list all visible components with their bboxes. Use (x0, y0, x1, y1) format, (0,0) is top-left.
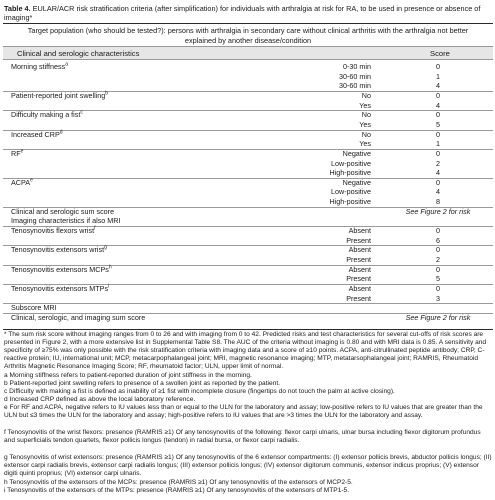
criterion-label-text: Imaging characteristics if also MRI (11, 216, 121, 226)
criterion-category: No (361, 129, 371, 139)
criterion-score: 8 (436, 197, 440, 207)
criterion-category: High-positive (329, 197, 371, 207)
criterion-label (11, 265, 112, 275)
table-row (3, 207, 493, 217)
criterion-label-text: Patient-reported joint swelling (11, 90, 106, 100)
criterion-score: 0 (436, 177, 440, 187)
criterion-score: 4 (436, 81, 440, 91)
criterion-category: Absent (348, 283, 371, 293)
criterion-label-text: Tenosynovitis extensors MTPs (11, 283, 109, 293)
criterion-score: 3 (436, 293, 440, 303)
criterion-category: Absent (348, 245, 371, 255)
criterion-category: Present (346, 255, 371, 264)
footnote-marker: h (108, 264, 112, 271)
footnote-marker: a (65, 61, 68, 68)
criterion-category: No (361, 90, 371, 100)
footnote-marker: e (30, 177, 33, 184)
criterion-score: 0 (436, 245, 440, 255)
criterion-label (11, 313, 145, 323)
criterion-label (11, 110, 83, 120)
criterion-score: 5 (436, 119, 440, 129)
criterion-category: Present (346, 274, 371, 284)
table-row (3, 91, 493, 101)
footnote: i Tenosynovitis of the extensors of the MTPs: presence (RAMRIS ≥1) Of any tenosynovitis of the extensors of MTP1-5. (4, 487, 350, 494)
criterion-label (11, 216, 120, 226)
criterion-score: 5 (436, 274, 440, 284)
criterion-score: 1 (436, 71, 440, 81)
footnote: h Tenosynovitis of the extensors of the MCPs: presence (RAMRIS ≥1) Of any tenosynovitis of the extensors of MCP2-5. (4, 479, 353, 486)
criterion-category: Yes (359, 119, 371, 129)
footnote: a Morning stiffness refers to patient-reported duration of joint stiffness in the morning. (4, 372, 252, 379)
criterion-category: High-positive (329, 168, 371, 178)
target-population: Target population (who should be tested?): persons with arthralgia in secondary care without clinical arthritis with the arthralgia not better explained by another disease/condition (27, 26, 469, 45)
criterion-category: Present (346, 293, 371, 303)
criterion-category: 30-60 min (339, 71, 371, 81)
table-row (3, 139, 493, 149)
footnote-marker: g (104, 244, 107, 251)
criterion-label-text: Increased CRP (11, 129, 60, 139)
table-row (3, 226, 493, 236)
criterion-score: 6 (436, 235, 440, 245)
criterion-label (11, 62, 68, 72)
footnote: e For RF and ACPA, negative refers to IU values less than or equal to the ULN for the laboratory and assay; low-positive refers to IU values that are greater than the ULN but ≤3 times the ULN for the laboratory and assay; high-positive refers to IU values that are >3 times the ULN for the laboratory and assay. (4, 404, 483, 420)
footnote-marker: i (108, 283, 110, 290)
footnote: b Patient-reported joint swelling refers to presence of a swollen joint as reported by the patient. (4, 380, 280, 387)
criterion-score: See Figure 2 for risk (405, 312, 471, 322)
score-header: Score (430, 49, 450, 58)
criterion-label (11, 226, 95, 236)
table-top-rule (3, 23, 493, 24)
criterion-score: 2 (436, 158, 440, 168)
criterion-score: 0 (436, 62, 440, 71)
footnote-marker: c (80, 109, 83, 116)
footnote: g Tenosynovitis of wrist extensors: presence (RAMRIS ≥1) Of any tenosynovitis of the 6 extensor compartments: (I) extensor pollicis brevis, abductor pollicis longus; (II) extensor carpi radialis brevis, extensor carpi radialis longus; (III) extensor pollicis longus; (IV) extensor digitorum communis, extensor indicus proprius; (V) extensor digiti quinti proprius; (VI) extensor carpi ulnaris. (4, 454, 492, 478)
criterion-label (11, 149, 23, 159)
table-row (3, 187, 493, 197)
header-divider (3, 59, 493, 60)
criterion-score: 1 (436, 139, 440, 149)
table-title: EULAR/ACR risk stratification criteria (after simplification) for individuals with arthralgia at risk for RA, to be used in presence or absence of imaging* (4, 4, 481, 22)
criterion-score: 0 (436, 148, 440, 158)
criterion-label-text: Difficulty making a fist (11, 110, 81, 120)
table-row (3, 197, 493, 207)
criterion-label-text: Tenosynovitis extensors wrist (11, 245, 105, 255)
criterion-category: Yes (359, 139, 371, 149)
criterion-category: Negative (342, 177, 371, 187)
table-caption (4, 4, 492, 22)
criterion-category: 0-30 min (343, 62, 371, 71)
table-row (3, 265, 493, 275)
criterion-label-text: Morning stiffness (11, 62, 66, 71)
criterion-score: See Figure 2 for risk (405, 206, 471, 216)
criterion-label (11, 130, 63, 140)
footnote: d Increased CRP defined as above the local laboratory reference. (4, 396, 196, 403)
criterion-score: 4 (436, 187, 440, 197)
table-row (3, 303, 493, 313)
table-row (3, 216, 493, 226)
criterion-score: 4 (436, 168, 440, 178)
criterion-label (11, 207, 114, 217)
criterion-category: Absent (348, 264, 371, 274)
table-row (3, 62, 493, 72)
criterion-label-text: Tenosynovitis extensors MCPs (11, 264, 109, 274)
criterion-label-text: RF (11, 148, 21, 158)
footnote: * The sum risk score without imaging ranges from 0 to 26 and with imaging from 0 to 42. Predicted risks and test characteristics for several cut-offs of risk scores are presented in Figure 2, with a more extensive list in Supplemental Table S8. The AUC of the criteria without imaging is 0.80 and with MRI data is 0.85. A sensitivity and specificity of ≥75% was only possible with the risk stratification criteria with imaging data and a score of ≥10 points. ACPA, anti-citrullinated peptide antibody; CRP, C-reactive protein; IU, international unit; MCP, metacarpophalangeal joint; MRI, magnetic resonance imaging; MTP, metatarsophalangeal joint; RAMRIS, Rheumatoid Arthritis Magnetic Resonance Imaging Score; RF, rheumatoid factor; ULN, upper limit of normal. (4, 331, 487, 371)
table-bottom-rule (3, 329, 493, 330)
criterion-label-text: Clinical, serologic, and imaging sum score (11, 312, 146, 322)
table-row (3, 168, 493, 178)
table-row (3, 313, 493, 323)
footnote-marker: e (20, 148, 24, 155)
criterion-category: Absent (348, 226, 371, 236)
criterion-category: Low-positive (331, 158, 371, 168)
table-row (3, 274, 493, 284)
criterion-category: 30-60 min (339, 81, 371, 91)
table-row (3, 110, 493, 120)
table-row (3, 120, 493, 130)
criterion-category: Yes (359, 100, 371, 110)
criterion-category: No (361, 110, 371, 120)
criterion-label (11, 245, 107, 255)
criterion-label-text: ACPA (11, 177, 31, 187)
criterion-label (11, 303, 57, 313)
criterion-category: Present (346, 235, 371, 245)
criterion-label-text: Clinical and serologic sum score (11, 206, 115, 216)
footnote: f Tenosynovitis of the wrist flexors: presence (RAMRIS ≥1) Of any tenosynovitis of the following: flexor carpi ulnaris, ulnar bursa including flexor digitorum profundus and superficialis tendon quartets, flexor pollicis longus (tendon) in radial bursa, or flexor carpi radialis. (4, 429, 481, 445)
criterion-label-text: Tenosynovitis flexors wrist (11, 226, 95, 236)
criterion-score: 2 (436, 255, 440, 264)
criterion-label (11, 178, 33, 188)
criterion-score: 0 (436, 129, 440, 139)
table-row (3, 284, 493, 294)
criterion-score: 0 (436, 90, 440, 100)
criterion-category: Low-positive (331, 187, 371, 197)
criterion-label (11, 91, 108, 101)
table-row (3, 81, 493, 91)
criterion-label (11, 284, 109, 294)
table-number: Table 4. (4, 4, 31, 13)
table-row (3, 178, 493, 188)
table-row (3, 245, 493, 255)
table-row (3, 255, 493, 265)
criterion-score: 0 (436, 110, 440, 120)
table-row (3, 159, 493, 169)
footnote-marker: d (59, 129, 63, 136)
footnote: c Difficulty with making a fist is defined as inability of ≥1 fist with incomplete closure (fingertips do not touch the palm at active closing). (4, 388, 395, 395)
criterion-score: 4 (436, 100, 440, 110)
footnote-marker: f (94, 225, 96, 232)
table-row (3, 72, 493, 82)
table-row (3, 294, 493, 304)
table-row (3, 149, 493, 159)
footnote-marker: b (105, 90, 109, 97)
criterion-score: 0 (436, 283, 440, 293)
criterion-score: 0 (436, 226, 440, 236)
criterion-category: Negative (342, 148, 371, 158)
characteristics-header: Clinical and serologic characteristics (17, 49, 140, 58)
table-row (3, 130, 493, 140)
criterion-score: 0 (436, 264, 440, 274)
criterion-label-text: Subscore MRI (11, 303, 57, 313)
